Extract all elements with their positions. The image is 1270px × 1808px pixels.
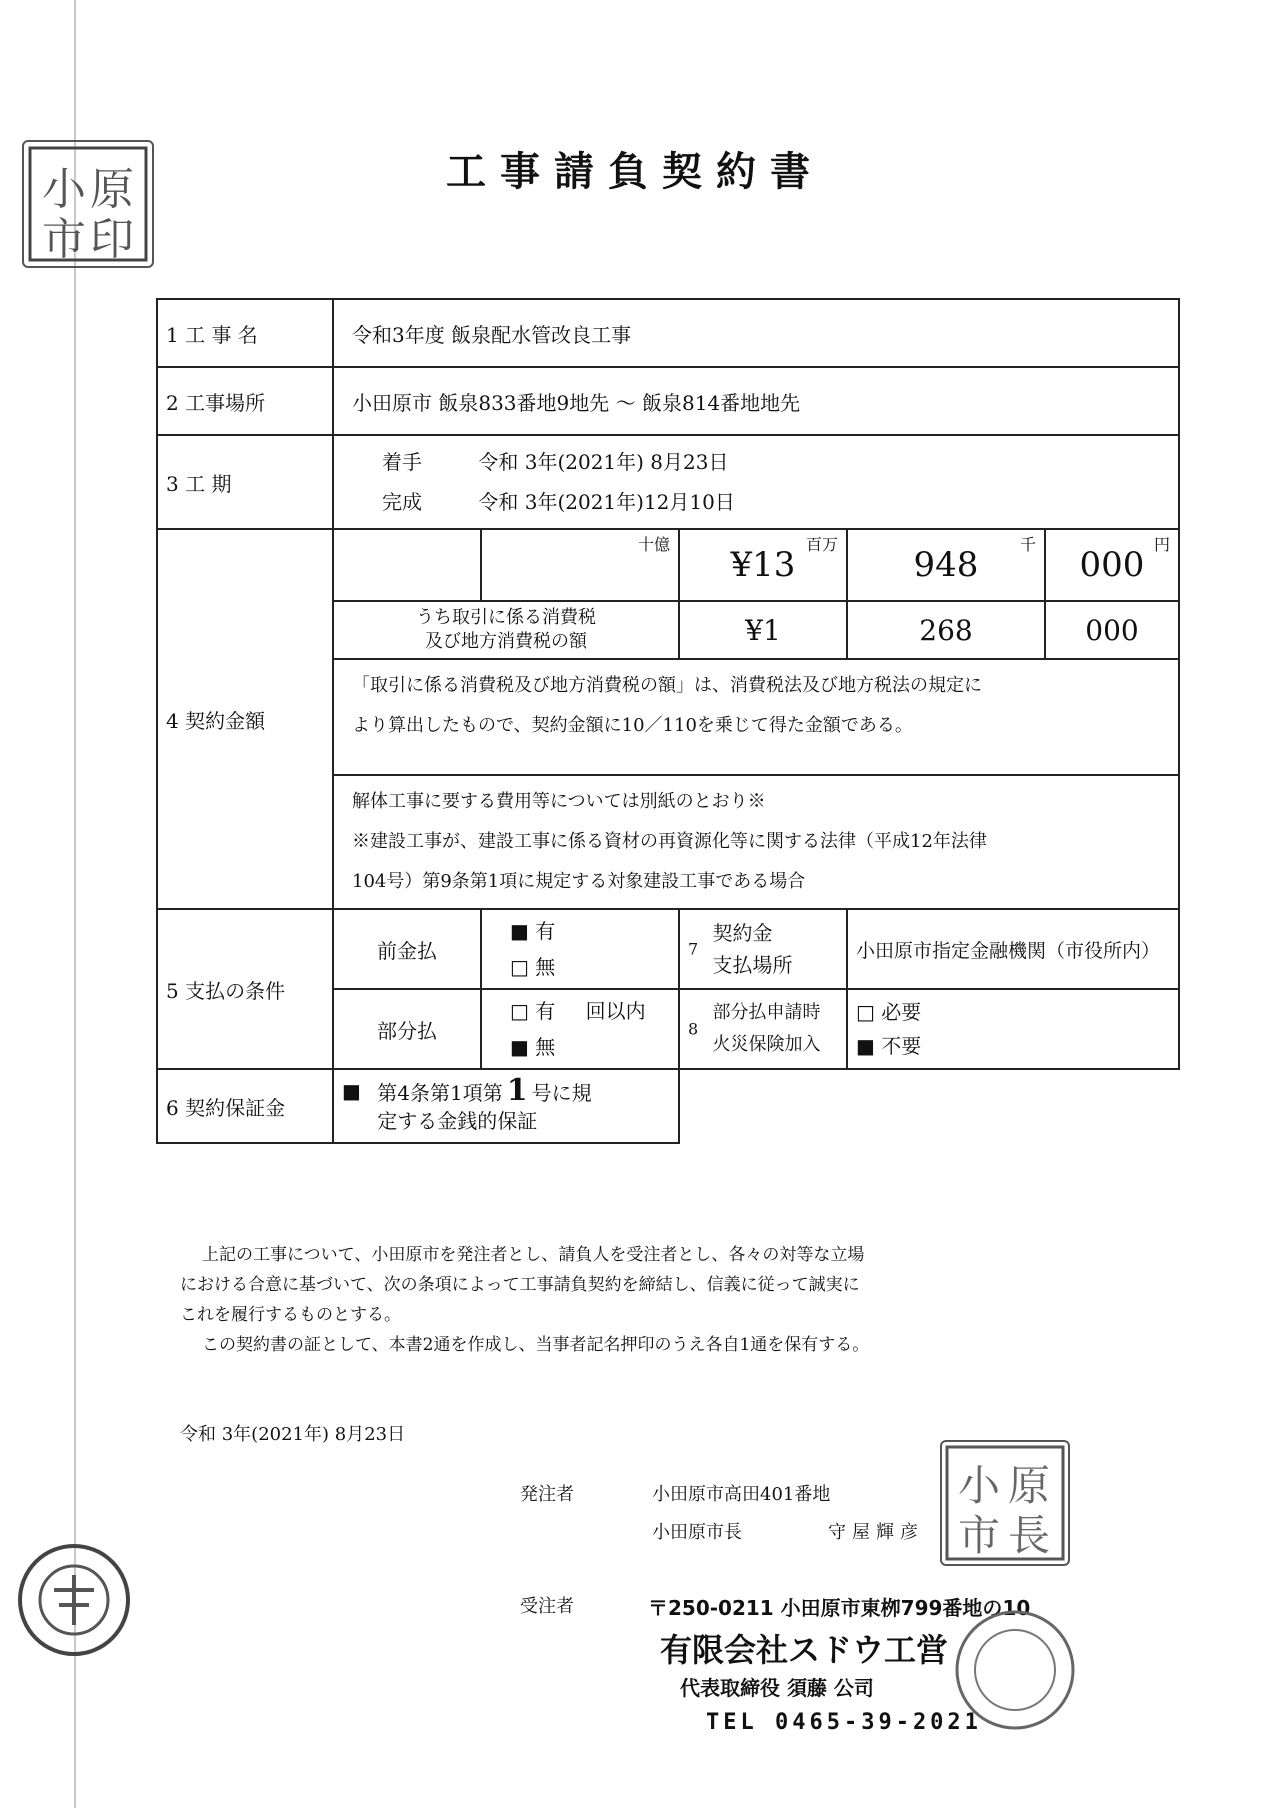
- margin-line: [74, 0, 76, 1808]
- fire-need: □ 必要: [856, 1000, 922, 1024]
- orderer-title: 小田原市長: [652, 1522, 742, 1543]
- fire-label-2: 火災保険加入: [712, 1034, 821, 1055]
- partial-no: ■ 無: [510, 1035, 556, 1059]
- unit-man: 百万: [805, 535, 838, 554]
- construction-period: [333, 435, 1179, 529]
- guarantee-cell: [333, 1069, 679, 1143]
- row6-label: 6 契約保証金: [157, 1069, 333, 1143]
- tax-million: ¥1: [679, 601, 847, 659]
- document-title: 工事請負契約書: [446, 148, 824, 195]
- guarantee-text-2: 号に規: [531, 1081, 592, 1105]
- contractor-rep: 代表取締役 須藤 公司: [680, 1676, 874, 1700]
- amount-million-cell: [679, 529, 847, 601]
- guarantee-mark: ■: [342, 1079, 361, 1103]
- note-1: 「取引に係る消費税及び地方消費税の額」は、消費税法及び地方税法の規定に: [352, 675, 982, 696]
- contractor-tel: TEL 0465-39-2021: [706, 1710, 982, 1735]
- payment-place-label: [679, 909, 847, 989]
- body-p2: における合意に基づいて、次の条項によって工事請負契約を締結し、信義に従って誠実に: [180, 1275, 860, 1295]
- svg-text:市: 市: [42, 214, 86, 265]
- advance-options: [481, 909, 679, 989]
- svg-text:原: 原: [1008, 1461, 1051, 1510]
- note-2: より算出したもので、契約金額に10／110を乗じて得た金額である。: [352, 715, 913, 736]
- tax-note: [333, 659, 1179, 775]
- demolition-note: [333, 775, 1179, 909]
- body-p1: 上記の工事について、小田原市を発注者とし、請負人を受注者とし、各々の対等な立場: [202, 1245, 865, 1265]
- num-7: 7: [688, 939, 699, 959]
- end-date: 令和 3年(2021年)12月10日: [478, 490, 735, 514]
- note-4: ※建設工事が、建設工事に係る資材の再資源化等に関する法律（平成12年法律: [352, 831, 987, 852]
- fire-insurance-options: [847, 989, 1179, 1069]
- orderer-name: 守屋輝彦: [828, 1522, 924, 1543]
- contractor-company: 有限会社スドウ工営: [660, 1631, 949, 1669]
- svg-text:印: 印: [90, 214, 134, 265]
- contractor-address: 〒250-0211 小田原市東栁799番地の10: [648, 1596, 1031, 1620]
- row5-label: 5 支払の条件: [157, 909, 333, 1069]
- place-label-1: 契約金: [712, 921, 773, 945]
- company-seal: [950, 1605, 1080, 1735]
- body-p4: この契約書の証として、本書2通を作成し、当事者記名押印のうえ各自1通を保有する。: [202, 1335, 870, 1355]
- left-round-seal: [14, 1540, 134, 1660]
- orderer-address: 小田原市高田401番地: [652, 1484, 831, 1505]
- advance-yes: ■ 有: [510, 919, 556, 943]
- amount-million: ¥13: [730, 545, 796, 585]
- construction-name: 令和3年度 飯泉配水管改良工事: [333, 299, 1179, 367]
- contract-date: 令和 3年(2021年) 8月23日: [180, 1424, 406, 1445]
- tax-label-cell: [333, 601, 679, 659]
- num-8: 8: [688, 1019, 699, 1039]
- fire-noneed: ■ 不要: [856, 1034, 922, 1058]
- note-3: 解体工事に要する費用等については別紙のとおり※: [352, 791, 766, 812]
- row2-label: 2 工事場所: [157, 367, 333, 435]
- mayor-seal: [940, 1440, 1070, 1566]
- orderer-label: 発注者: [520, 1484, 574, 1505]
- contract-table: [156, 298, 1180, 1144]
- fire-label-1: 部分払申請時: [712, 1002, 821, 1023]
- row3-label: 3 工 期: [157, 435, 333, 529]
- tax-yen: 000: [1045, 601, 1179, 659]
- advance-no: □ 無: [510, 955, 556, 979]
- unit-en: 円: [1153, 535, 1170, 554]
- svg-text:長: 長: [1008, 1511, 1051, 1560]
- svg-text:市: 市: [958, 1511, 1001, 1560]
- amount-yen-cell: [1045, 529, 1179, 601]
- unit-sen: 千: [1019, 535, 1036, 554]
- unit-oku: 十億: [637, 535, 670, 554]
- amount-oku-cell: [481, 529, 679, 601]
- amount-thousand-cell: [847, 529, 1045, 601]
- guarantee-text-3: 定する金銭的保証: [377, 1109, 538, 1133]
- fire-insurance-label: [679, 989, 847, 1069]
- construction-site: 小田原市 飯泉833番地9地先 ～ 飯泉814番地地先: [333, 367, 1179, 435]
- amount-yen: 000: [1079, 545, 1145, 585]
- amount-thousand: 948: [913, 545, 979, 585]
- tax-thousand: 268: [847, 601, 1045, 659]
- start-date: 令和 3年(2021年) 8月23日: [478, 450, 729, 474]
- contractor-label: 受注者: [520, 1596, 574, 1617]
- partial-yes: □ 有: [510, 999, 556, 1023]
- body-p3: これを履行するものとする。: [180, 1305, 401, 1325]
- partial-options: [481, 989, 679, 1069]
- note-5: 104号）第9条第1項に規定する対象建設工事である場合: [352, 871, 806, 892]
- row4-label: 4 契約金額: [157, 529, 333, 909]
- contract-body: [180, 1240, 1060, 1360]
- svg-text:原: 原: [90, 164, 134, 215]
- guarantee-num: 1: [506, 1073, 528, 1108]
- svg-text:小: 小: [958, 1461, 1001, 1510]
- tax-label-2: 及び地方消費税の額: [425, 631, 587, 652]
- tax-label-1: うち取引に係る消費税: [416, 607, 596, 628]
- place-label-2: 支払場所: [712, 953, 793, 977]
- partial-times: 回以内: [585, 999, 646, 1023]
- amount-blank: [333, 529, 481, 601]
- end-label: 完成: [382, 490, 422, 514]
- guarantee-text-1: 第4条第1項第: [377, 1081, 503, 1105]
- svg-text:小: 小: [42, 164, 86, 215]
- payment-place: 小田原市指定金融機関（市役所内）: [847, 909, 1179, 989]
- advance-label: 前金払: [333, 909, 481, 989]
- row1-label: 1 工 事 名: [157, 299, 333, 367]
- start-label: 着手: [382, 450, 422, 474]
- empty-cell: [679, 1069, 1179, 1143]
- partial-label: 部分払: [333, 989, 481, 1069]
